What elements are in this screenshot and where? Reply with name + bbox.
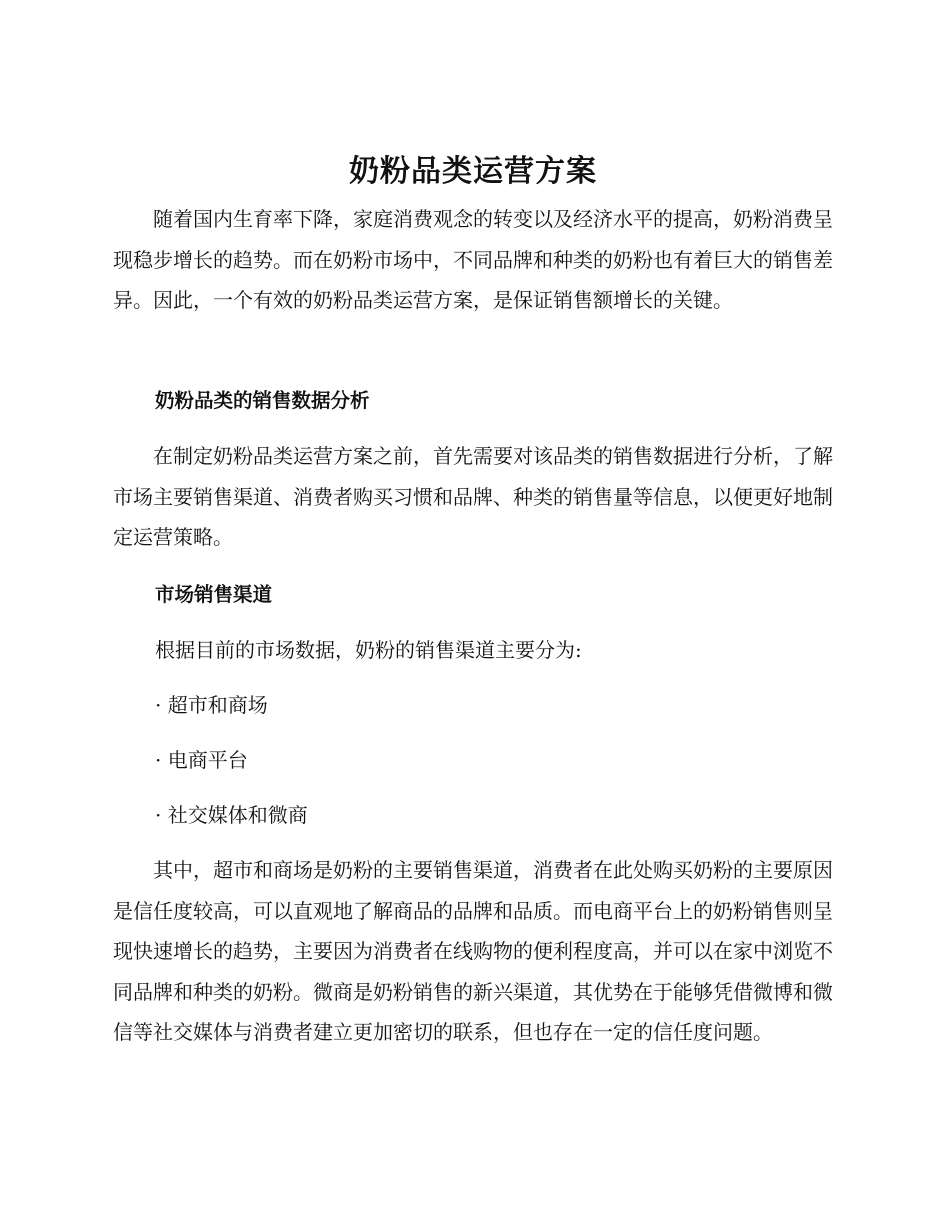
document-title: 奶粉品类运营方案 (349, 154, 597, 189)
sales-channels-lead: 根据目前的市场数据，奶粉的销售渠道主要分为: (155, 638, 582, 662)
list-item: · 电商平台 (155, 748, 248, 772)
section-heading-sales-analysis: 奶粉品类的销售数据分析 (155, 389, 370, 412)
list-item: · 超市和商场 (155, 693, 268, 717)
section-heading-sales-channels: 市场销售渠道 (155, 583, 273, 606)
intro-paragraph: 随着国内生育率下降，家庭消费观念的转变以及经济水平的提高，奶粉消费呈现稳步增长的趋势。而在奶粉市场中，不同品牌和种类的奶粉也有着巨大的销售差异。因此，一个有效的奶粉品类运营方案，是保证销售额增长的关键。 (113, 207, 833, 312)
list-item: · 社交媒体和微商 (155, 803, 308, 827)
sales-channels-paragraph: 其中，超市和商场是奶粉的主要销售渠道，消费者在此处购买奶粉的主要原因是信任度较高，可以直观地了解商品的品牌和品质。而电商平台上的奶粉销售则呈现快速增长的趋势，主要因为消费者在线购物的便利程度高，并可以在家中浏览不同品牌和种类的奶粉。微商是奶粉销售的新兴渠道，其优势在于能够凭借微博和微信等社交媒体与消费者建立更加密切的联系，但也存在一定的信任度问题。 (113, 858, 833, 1044)
sales-analysis-paragraph: 在制定奶粉品类运营方案之前，首先需要对该品类的销售数据进行分析，了解市场主要销售渠道、消费者购买习惯和品牌、种类的销售量等信息，以便更好地制定运营策略。 (113, 444, 833, 549)
